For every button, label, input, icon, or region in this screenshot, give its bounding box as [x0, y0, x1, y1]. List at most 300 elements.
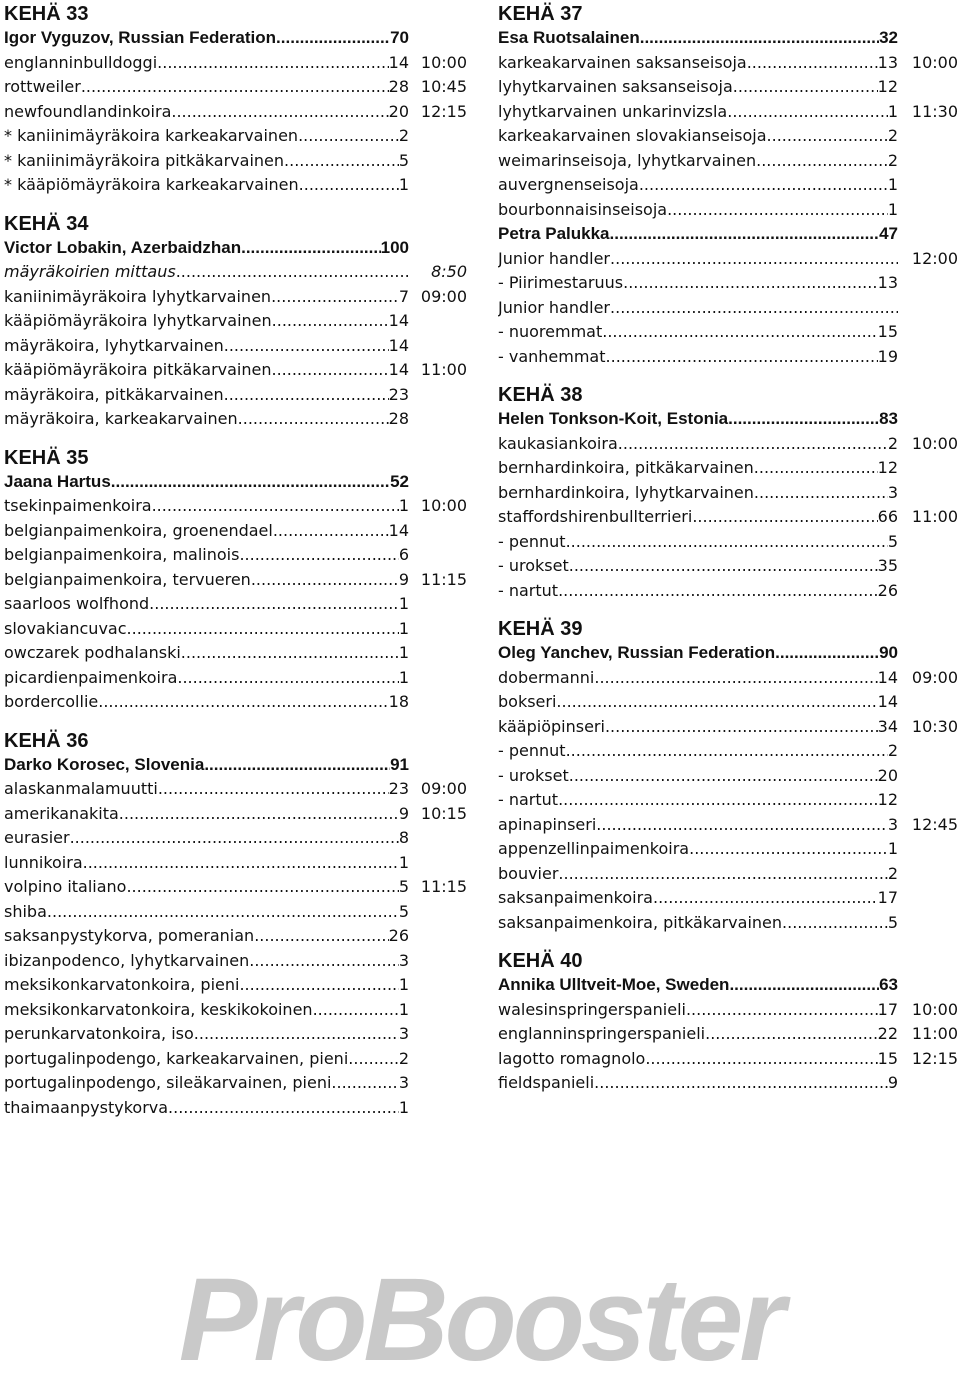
dot-leader	[605, 715, 878, 740]
breed-row	[4, 777, 474, 802]
breed-row	[498, 296, 960, 321]
breed-name: kaniinimäyräkoira lyhytkarvainen	[4, 286, 272, 306]
breed-row	[4, 826, 474, 851]
dot-leader	[558, 579, 878, 604]
breed-row	[498, 579, 960, 604]
dot-leader	[204, 753, 390, 778]
breed-name: - Piirimestaruus	[498, 273, 624, 292]
entry-count: 15	[877, 322, 898, 341]
judge-row	[4, 236, 474, 261]
start-time: 09:00	[420, 286, 467, 306]
breed-name: perunkarvatonkoira, iso	[4, 1024, 194, 1043]
breed-name: kääpiömäyräkoira pitkäkarvainen	[4, 360, 272, 379]
dot-leader	[152, 494, 399, 519]
entry-count: 14	[877, 692, 898, 711]
start-time: 10:45	[420, 77, 467, 96]
start-time: 11:15	[420, 877, 467, 896]
breed-row	[4, 1071, 474, 1096]
breed-name: mäyräkoirien mittaus	[4, 262, 176, 281]
breed-name: thaimaanpystykorva	[4, 1097, 169, 1117]
breed-row	[498, 1071, 960, 1096]
breed-row	[498, 247, 960, 272]
entry-count: 5	[887, 912, 898, 932]
breed-row	[498, 456, 960, 481]
judge-name: Igor Vyguzov, Russian Federation	[4, 28, 277, 47]
breed-row	[498, 554, 960, 579]
breed-row	[498, 271, 960, 296]
ring-section	[498, 949, 960, 1096]
probooster-logo	[0, 1254, 960, 1386]
breed-row	[498, 124, 960, 149]
breed-name: apinapinseri	[498, 814, 597, 834]
breed-row	[4, 100, 474, 125]
judge-name: Helen Tonkson-Koit, Estonia	[498, 409, 729, 428]
breed-row	[4, 1022, 474, 1047]
ring-title: KEHÄ 38	[498, 384, 583, 406]
ring-section	[4, 729, 474, 1121]
entry-count: 1	[398, 175, 409, 194]
start-time: 10:30	[911, 716, 958, 736]
breed-row	[498, 505, 960, 530]
breed-row	[498, 75, 960, 100]
entry-count: 14	[388, 360, 409, 379]
entry-count: 28	[388, 409, 409, 428]
dot-leader	[594, 666, 877, 691]
breed-name: bouvier	[498, 863, 559, 883]
dot-leader	[686, 998, 878, 1023]
breed-row	[498, 813, 960, 838]
entry-count: 9	[398, 803, 409, 823]
dot-leader	[272, 309, 389, 334]
entry-count: 2	[887, 741, 898, 760]
dot-leader	[239, 973, 398, 998]
breed-name: auvergnenseisoja	[498, 175, 639, 194]
dot-leader	[251, 568, 399, 593]
dot-leader	[224, 334, 389, 359]
breed-name: karkeakarvainen saksanseisoja	[498, 52, 747, 72]
dot-leader	[313, 998, 399, 1023]
dot-leader	[775, 641, 879, 666]
dot-leader	[767, 124, 888, 149]
breed-name: mäyräkoira, lyhytkarvainen	[4, 335, 224, 355]
dot-leader	[645, 1047, 877, 1072]
entry-count: 3	[398, 1073, 409, 1092]
entry-count: 3	[398, 1024, 409, 1043]
entry-count: 1	[398, 852, 409, 872]
entry-count: 22	[877, 1024, 898, 1043]
breed-row	[4, 949, 474, 974]
breed-row	[498, 666, 960, 691]
breed-name: - vanhemmat	[498, 346, 606, 366]
dot-leader	[126, 875, 398, 900]
breed-name: lyhytkarvainen saksanseisoja	[498, 77, 733, 96]
dot-leader	[569, 554, 878, 579]
breed-name: belgianpaimenkoira, groenendael	[4, 520, 273, 540]
breed-name: * kaniinimäyräkoira karkeakarvainen	[4, 126, 299, 145]
entry-count: 12	[877, 77, 898, 96]
breed-name: appenzellinpaimenkoira	[498, 839, 690, 858]
entry-count: 35	[877, 556, 898, 575]
ring-title: KEHÄ 39	[498, 618, 583, 640]
breed-name: lyhytkarvainen unkarinvizsla	[498, 101, 728, 121]
entry-count: 3	[887, 814, 898, 834]
start-time: 12:00	[911, 248, 958, 268]
breed-row	[498, 998, 960, 1023]
ring-section	[498, 383, 960, 603]
judge-row	[498, 407, 960, 432]
entry-count: 66	[877, 507, 898, 526]
breed-name: saksanpaimenkoira, pitkäkarvainen	[498, 912, 783, 932]
dot-leader	[733, 75, 878, 100]
breed-name: - pennut	[498, 531, 566, 551]
entry-count: 83	[879, 409, 898, 428]
breed-name: walesinspringerspanieli	[498, 999, 686, 1019]
entry-count: 1	[887, 175, 898, 194]
breed-row	[498, 481, 960, 506]
judge-name: Esa Ruotsalainen	[498, 28, 640, 47]
breed-name: Junior handler	[498, 297, 611, 317]
judge-name: Victor Lobakin, Azerbaidzhan	[4, 237, 242, 257]
breed-row	[4, 494, 474, 519]
judge-row	[498, 222, 960, 247]
entry-count: 14	[388, 335, 409, 355]
breed-row	[4, 407, 474, 432]
breed-name: englanninspringerspanieli	[498, 1024, 706, 1043]
judge-name: Oleg Yanchev, Russian Federation	[498, 643, 776, 662]
dot-leader	[83, 851, 399, 876]
breed-row	[498, 739, 960, 764]
dot-leader	[705, 1022, 878, 1047]
start-time: 10:15	[420, 803, 467, 823]
dot-leader	[348, 1047, 399, 1072]
breed-row	[498, 51, 960, 76]
breed-row	[4, 900, 474, 925]
entry-count: 70	[390, 28, 409, 47]
breed-row	[4, 124, 474, 149]
breed-name: - nartut	[498, 580, 559, 600]
breed-name: meksikonkarvatonkoira, pieni	[4, 975, 240, 994]
entry-count: 2	[398, 1048, 409, 1068]
dot-leader	[158, 777, 389, 802]
ring-section	[498, 617, 960, 935]
dot-leader	[594, 1071, 888, 1096]
breed-row	[4, 592, 474, 617]
entry-count: 63	[879, 975, 898, 994]
start-time: 10:00	[911, 52, 958, 72]
breed-name: lagotto romagnolo	[498, 1048, 646, 1068]
start-time: 09:00	[420, 779, 467, 798]
entry-count: 100	[380, 237, 409, 257]
breed-row	[4, 285, 474, 310]
breed-row	[4, 309, 474, 334]
breed-row	[498, 432, 960, 457]
breed-name: newfoundlandinkoira	[4, 101, 172, 121]
breed-row	[4, 334, 474, 359]
start-time: 11:00	[911, 1024, 958, 1043]
dot-leader	[299, 173, 399, 198]
entry-count: 5	[398, 901, 409, 921]
breed-name: saarloos wolfhond	[4, 594, 150, 613]
entry-count: 26	[877, 580, 898, 600]
breed-name: picardienpaimenkoira	[4, 667, 178, 687]
entry-count: 18	[388, 692, 409, 711]
breed-row	[498, 100, 960, 125]
breed-name: eurasier	[4, 828, 70, 847]
ring-title: KEHÄ 35	[4, 446, 89, 469]
judge-row	[498, 26, 960, 51]
breed-row	[4, 802, 474, 827]
dot-leader	[171, 100, 388, 125]
entry-count: 1	[887, 839, 898, 858]
judge-row	[498, 641, 960, 666]
dot-leader	[284, 149, 399, 174]
breed-name: bernhardinkoira, lyhytkarvainen	[498, 482, 754, 502]
breed-name: portugalinpodengo, karkeakarvainen, pieni	[4, 1048, 349, 1068]
breed-row	[4, 1096, 474, 1121]
breed-name: - pennut	[498, 741, 566, 760]
breed-row	[4, 641, 474, 666]
ring-title: KEHÄ 37	[498, 3, 583, 25]
dot-leader	[754, 456, 878, 481]
entry-count: 28	[388, 77, 409, 96]
breed-name: portugalinpodengo, sileäkarvainen, pieni	[4, 1073, 332, 1092]
entry-count: 32	[879, 28, 898, 47]
breed-name: ibizanpodenco, lyhytkarvainen	[4, 950, 250, 970]
entry-count: 1	[398, 1097, 409, 1117]
entry-count: 2	[398, 126, 409, 145]
ring-section	[4, 2, 474, 198]
breed-name: belgianpaimenkoira, tervueren	[4, 569, 251, 589]
breed-name: amerikanakita	[4, 803, 119, 823]
entry-count: 13	[877, 52, 898, 72]
entry-count: 20	[388, 101, 409, 121]
breed-name: owczarek podhalanski	[4, 643, 181, 662]
dot-leader	[127, 617, 399, 642]
breed-name: lunnikoira	[4, 852, 83, 872]
breed-name: - nartut	[498, 790, 559, 809]
dot-leader	[727, 100, 888, 125]
dot-leader	[602, 320, 877, 345]
entry-count: 90	[879, 643, 898, 662]
start-time: 09:00	[911, 667, 958, 687]
dot-leader	[149, 592, 399, 617]
dot-leader	[556, 690, 877, 715]
start-time: 12:15	[911, 1048, 958, 1068]
dot-leader	[754, 481, 888, 506]
breed-row	[4, 1047, 474, 1072]
dot-leader	[667, 198, 888, 223]
entry-count: 2	[887, 126, 898, 145]
start-time: 11:15	[420, 569, 467, 589]
entry-count: 8	[398, 828, 409, 847]
breed-row	[498, 1022, 960, 1047]
dot-leader	[782, 911, 888, 936]
entry-count: 9	[887, 1073, 898, 1092]
breed-name: volpino italiano	[4, 877, 127, 896]
breed-row	[4, 383, 474, 408]
entry-count: 1	[398, 618, 409, 638]
breed-row	[4, 51, 474, 76]
dot-leader	[224, 383, 389, 408]
entry-count: 1	[398, 999, 409, 1019]
judge-row	[498, 973, 960, 998]
entry-count: 5	[398, 150, 409, 170]
dot-leader	[692, 505, 877, 530]
entry-count: 6	[398, 545, 409, 564]
dot-leader	[98, 690, 388, 715]
dot-leader	[249, 949, 399, 974]
dot-leader	[47, 900, 399, 925]
breed-row	[498, 788, 960, 813]
breed-row	[4, 173, 474, 198]
judge-row	[4, 26, 474, 51]
breed-row	[4, 973, 474, 998]
entry-count: 2	[887, 150, 898, 170]
entry-count: 5	[398, 877, 409, 896]
start-time: 11:30	[911, 101, 958, 121]
start-time: 11:00	[911, 507, 958, 526]
entry-count: 14	[877, 667, 898, 687]
breed-name: * kaniinimäyräkoira pitkäkarvainen	[4, 150, 285, 170]
breed-name: mäyräkoira, pitkäkarvainen	[4, 384, 224, 404]
dot-leader	[610, 222, 880, 247]
breed-name: rottweiler	[4, 77, 81, 96]
breed-row	[498, 149, 960, 174]
dot-leader	[640, 26, 879, 51]
entry-count: 3	[887, 482, 898, 502]
breed-row	[4, 260, 474, 285]
dot-leader	[558, 788, 878, 813]
dot-leader	[689, 837, 888, 862]
entry-count: 1	[398, 643, 409, 662]
dot-leader	[276, 26, 390, 51]
entry-count: 12	[877, 458, 898, 477]
ring-section	[4, 446, 474, 715]
entry-count: 1	[398, 496, 409, 515]
ring-title: KEHÄ 40	[498, 950, 583, 972]
dot-leader	[241, 236, 381, 261]
entry-count: 14	[388, 52, 409, 72]
dot-leader	[168, 1096, 399, 1121]
start-time: 10:00	[420, 496, 467, 515]
dot-leader	[157, 51, 388, 76]
breed-name: bernhardinkoira, pitkäkarvainen	[498, 458, 754, 477]
breed-row	[4, 617, 474, 642]
dot-leader	[566, 530, 888, 555]
entry-count: 14	[388, 311, 409, 330]
dot-leader	[569, 764, 878, 789]
breed-name: meksikonkarvatonkoira, keskikokoinen	[4, 999, 313, 1019]
ring-title: KEHÄ 33	[4, 3, 89, 25]
breed-row	[498, 911, 960, 936]
entry-count: 23	[388, 384, 409, 404]
dot-leader	[81, 75, 389, 100]
entry-count: 91	[390, 754, 409, 774]
judge-name: Darko Korosec, Slovenia	[4, 754, 205, 774]
breed-name: englanninbulldoggi	[4, 52, 158, 72]
breed-row	[498, 764, 960, 789]
breed-row	[498, 862, 960, 887]
entry-count: 2	[887, 863, 898, 883]
breed-name: alaskanmalamuutti	[4, 779, 158, 798]
breed-row	[498, 173, 960, 198]
entry-count: 23	[388, 779, 409, 798]
breed-name: weimarinseisoja, lyhytkarvainen	[498, 150, 757, 170]
breed-row	[498, 345, 960, 370]
breed-name: kääpiömäyräkoira lyhytkarvainen	[4, 311, 272, 330]
dot-leader	[558, 862, 887, 887]
breed-row	[4, 875, 474, 900]
breed-name: kääpiöpinseri	[498, 716, 605, 736]
breed-name: dobermanni	[498, 667, 595, 687]
dot-leader	[298, 124, 399, 149]
entry-count: 17	[877, 999, 898, 1019]
dot-leader	[254, 924, 388, 949]
breed-row	[498, 690, 960, 715]
dot-leader	[238, 407, 389, 432]
dot-leader	[747, 51, 878, 76]
breed-name: staffordshirenbullterrieri	[498, 507, 693, 526]
breed-name: saksanpaimenkoira	[498, 888, 653, 907]
start-time: 10:00	[911, 999, 958, 1019]
entry-count: 34	[877, 716, 898, 736]
dot-leader	[239, 543, 398, 568]
breed-row	[4, 690, 474, 715]
entry-count: 19	[877, 346, 898, 366]
dot-leader	[606, 345, 878, 370]
entry-count: 1	[398, 594, 409, 613]
judge-name: Jaana Hartus	[4, 471, 111, 491]
dot-leader	[610, 296, 898, 321]
entry-count: 2	[887, 433, 898, 453]
breed-row	[4, 75, 474, 100]
dot-leader	[70, 826, 399, 851]
dot-leader	[610, 247, 898, 272]
entry-count: 3	[398, 950, 409, 970]
entry-count: 52	[390, 471, 409, 491]
ring-section	[4, 212, 474, 432]
entry-count: 1	[398, 975, 409, 994]
start-time: 10:00	[420, 52, 467, 72]
logo-text: ProBooster	[178, 1254, 782, 1386]
judge-row	[4, 470, 474, 495]
left-column	[4, 2, 474, 1134]
breed-row	[4, 358, 474, 383]
dot-leader	[181, 641, 399, 666]
breed-row	[4, 149, 474, 174]
breed-name: bordercollie	[4, 692, 99, 711]
entry-count: 15	[877, 1048, 898, 1068]
breed-row	[4, 519, 474, 544]
start-time: 8:50	[431, 262, 467, 281]
breed-name: belgianpaimenkoira, malinois	[4, 545, 240, 564]
breed-row	[4, 543, 474, 568]
breed-row	[498, 1047, 960, 1072]
start-time: 12:45	[911, 814, 958, 834]
breed-row	[4, 568, 474, 593]
entry-count: 9	[398, 569, 409, 589]
breed-name: bourbonnaisinseisoja	[498, 199, 668, 219]
breed-row	[498, 886, 960, 911]
breed-row	[4, 924, 474, 949]
entry-count: 7	[398, 286, 409, 306]
dot-leader	[271, 285, 399, 310]
breed-name: mäyräkoira, karkeakarvainen	[4, 409, 238, 428]
breed-name: - urokset	[498, 556, 569, 575]
breed-name: tsekinpaimenkoira	[4, 496, 152, 515]
start-time: 12:15	[420, 101, 467, 121]
judge-row	[4, 753, 474, 778]
